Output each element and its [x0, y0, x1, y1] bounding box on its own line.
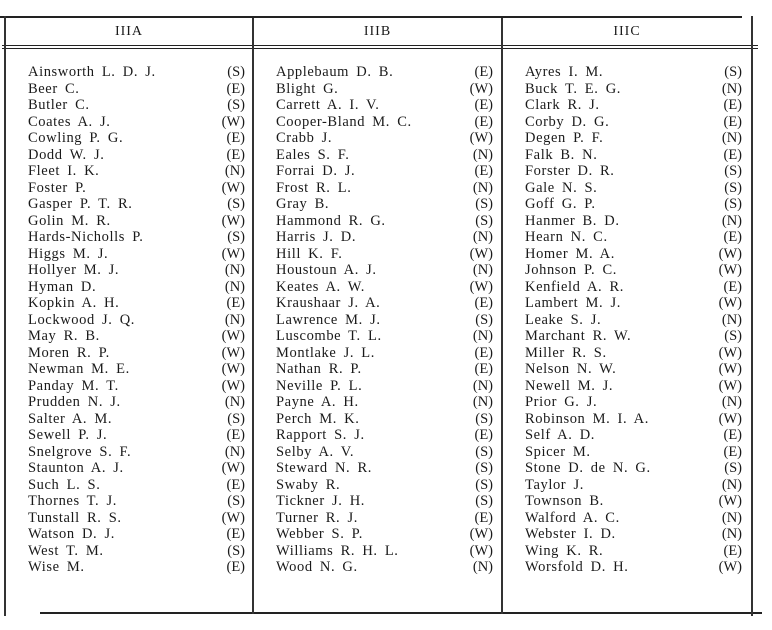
student-name: Kenfield A. R.: [525, 278, 624, 295]
list-item: [525, 543, 742, 560]
list-item: [276, 394, 493, 411]
student-name: Stone D. de N. G.: [525, 460, 651, 476]
list-item: [28, 361, 245, 378]
house-code: (N): [472, 394, 493, 410]
list-item: [276, 378, 493, 395]
house-code: (S): [227, 64, 245, 80]
student-name: Gray B.: [276, 196, 330, 212]
house-code: (E): [723, 427, 742, 443]
list-item: [525, 477, 742, 494]
house-code: (W): [221, 344, 245, 361]
student-name: Cowling P. G.: [28, 130, 124, 146]
list-item: [525, 378, 742, 395]
list-item: [276, 130, 493, 147]
house-code: (S): [724, 460, 742, 476]
house-code: (W): [718, 559, 742, 575]
house-code: (S): [475, 476, 493, 493]
list-item: [525, 411, 742, 428]
list-item: [28, 411, 245, 428]
house-code: (N): [472, 262, 493, 278]
student-name: Nelson N. W.: [525, 361, 617, 377]
column-header-iiib: IIIB: [363, 24, 392, 39]
house-code: (W): [221, 460, 245, 476]
house-code: (E): [226, 80, 245, 97]
list-item: [525, 295, 742, 312]
list-item: [28, 526, 245, 543]
column-iiia-list: [28, 64, 245, 576]
list-item: [276, 147, 493, 164]
student-name: Hearn N. C.: [525, 229, 608, 245]
house-code: (N): [472, 146, 493, 163]
column-divider: [252, 18, 254, 614]
house-code: (S): [724, 196, 742, 212]
bottom-rule: [40, 612, 762, 614]
student-name: West T. M.: [28, 542, 104, 559]
student-name: Selby A. V.: [276, 443, 355, 460]
student-name: Houstoun A. J.: [276, 262, 377, 278]
list-item: [525, 180, 742, 197]
list-item: [28, 81, 245, 98]
list-item: [28, 213, 245, 230]
student-name: Homer M. A.: [525, 245, 615, 262]
student-name: Newman M. E.: [28, 361, 130, 377]
list-item: [525, 444, 742, 461]
list-item: [525, 262, 742, 279]
house-code: (N): [224, 262, 245, 278]
list-item: [525, 361, 742, 378]
list-item: [276, 81, 493, 98]
list-item: [276, 477, 493, 494]
house-code: (W): [221, 328, 245, 344]
student-name: Lawrence M. J.: [276, 311, 381, 328]
house-code: (W): [221, 509, 245, 526]
house-code: (E): [723, 229, 742, 245]
house-code: (N): [224, 311, 245, 328]
house-code: (E): [723, 542, 742, 559]
house-code: (E): [474, 295, 493, 311]
list-item: [276, 345, 493, 362]
house-code: (S): [227, 196, 245, 212]
house-code: (W): [469, 130, 493, 146]
house-code: (E): [226, 146, 245, 163]
top-rule: [0, 16, 742, 18]
student-name: Self A. D.: [525, 427, 595, 443]
list-item: [28, 328, 245, 345]
list-item: [276, 328, 493, 345]
house-code: (N): [721, 212, 742, 229]
list-item: [276, 312, 493, 329]
list-item: [28, 477, 245, 494]
house-code: (S): [475, 493, 493, 509]
house-code: (E): [723, 113, 742, 130]
list-item: [28, 97, 245, 114]
list-item: [525, 229, 742, 246]
student-name: Frost R. L.: [276, 179, 352, 196]
student-name: Corby D. G.: [525, 113, 610, 130]
list-item: [276, 114, 493, 131]
student-name: Lambert M. J.: [525, 295, 621, 311]
list-item: [525, 246, 742, 263]
list-item: [28, 493, 245, 510]
student-name: Applebaum D. B.: [276, 64, 394, 80]
list-item: [276, 510, 493, 527]
student-name: Gale N. S.: [525, 179, 598, 196]
house-code: (N): [224, 394, 245, 410]
house-code: (W): [718, 410, 742, 427]
house-code: (E): [474, 361, 493, 377]
list-item: [276, 427, 493, 444]
list-item: [525, 510, 742, 527]
list-item: [525, 81, 742, 98]
house-code: (W): [718, 344, 742, 361]
house-code: (W): [718, 361, 742, 377]
house-code: (E): [226, 476, 245, 493]
list-item: [28, 394, 245, 411]
list-item: [276, 526, 493, 543]
house-code: (W): [469, 278, 493, 295]
student-name: Taylor J.: [525, 476, 584, 493]
list-item: [28, 147, 245, 164]
list-item: [28, 444, 245, 461]
column-header-iiia: IIIA: [114, 24, 144, 39]
list-item: [276, 97, 493, 114]
house-code: (W): [469, 80, 493, 97]
student-name: Montlake J. L.: [276, 344, 375, 361]
student-name: Tunstall R. S.: [28, 509, 122, 526]
list-item: [28, 180, 245, 197]
house-code: (S): [227, 229, 245, 245]
list-item: [276, 444, 493, 461]
list-item: [28, 246, 245, 263]
list-item: [28, 130, 245, 147]
list-item: [276, 559, 493, 576]
student-name: Marchant R. W.: [525, 328, 632, 344]
student-name: Forrai D. J.: [276, 163, 356, 179]
student-name: Miller R. S.: [525, 344, 607, 361]
house-code: (N): [472, 559, 493, 575]
house-code: (E): [723, 97, 742, 113]
student-name: Beer C.: [28, 80, 80, 97]
student-name: Harris J. D.: [276, 229, 357, 245]
house-code: (W): [718, 262, 742, 278]
column-iiic-list: [525, 64, 742, 576]
house-code: (W): [718, 377, 742, 394]
list-item: [525, 526, 742, 543]
house-code: (N): [721, 80, 742, 97]
student-name: Clark R. J.: [525, 97, 600, 113]
list-item: [28, 460, 245, 477]
student-name: Foster P.: [28, 179, 87, 196]
list-item: [276, 361, 493, 378]
student-name: Kopkin A. H.: [28, 295, 120, 311]
column-divider: [501, 18, 503, 614]
house-code: (N): [721, 394, 742, 410]
student-name: Hammond R. G.: [276, 212, 386, 229]
list-item: [525, 328, 742, 345]
house-code: (S): [475, 443, 493, 460]
student-name: Nathan R. P.: [276, 361, 362, 377]
house-code: (S): [475, 460, 493, 476]
student-name: Forster D. R.: [525, 163, 615, 179]
student-name: Neville P. L.: [276, 377, 363, 394]
house-code: (N): [721, 526, 742, 542]
list-item: [276, 229, 493, 246]
student-name: Salter A. M.: [28, 410, 113, 427]
student-name: Kraushaar J. A.: [276, 295, 381, 311]
house-code: (S): [227, 542, 245, 559]
list-item: [525, 114, 742, 131]
list-item: [28, 378, 245, 395]
house-code: (E): [474, 64, 493, 80]
house-code: (E): [723, 146, 742, 163]
student-name: Goff G. P.: [525, 196, 596, 212]
student-name: Hanmer B. D.: [525, 212, 620, 229]
house-code: (W): [718, 493, 742, 509]
student-name: Wing K. R.: [525, 542, 604, 559]
student-name: Moren R. P.: [28, 344, 110, 361]
house-code: (S): [724, 179, 742, 196]
student-name: Walford A. C.: [525, 509, 620, 526]
student-name: Watson D. J.: [28, 526, 115, 542]
list-item: [525, 427, 742, 444]
student-name: Hill K. F.: [276, 245, 343, 262]
house-code: (E): [226, 295, 245, 311]
student-name: Blight G.: [276, 80, 339, 97]
student-name: Ainsworth L. D. J.: [28, 64, 156, 80]
list-item: [28, 279, 245, 296]
student-name: Buck T. E. G.: [525, 80, 622, 97]
list-item: [28, 196, 245, 213]
house-code: (N): [224, 278, 245, 295]
list-item: [276, 493, 493, 510]
list-item: [28, 262, 245, 279]
list-item: [525, 493, 742, 510]
house-code: (S): [475, 410, 493, 427]
student-name: Johnson P. C.: [525, 262, 617, 278]
student-name: Gasper P. T. R.: [28, 196, 133, 212]
list-item: [28, 114, 245, 131]
student-name: Perch M. K.: [276, 410, 360, 427]
list-item: [28, 345, 245, 362]
student-name: Thornes T. J.: [28, 493, 117, 509]
student-name: Prudden N. J.: [28, 394, 121, 410]
house-code: (E): [474, 113, 493, 130]
list-item: [28, 295, 245, 312]
house-code: (W): [221, 179, 245, 196]
house-code: (N): [721, 311, 742, 328]
house-code: (W): [469, 526, 493, 542]
student-name: Swaby R.: [276, 476, 341, 493]
house-code: (E): [226, 559, 245, 575]
house-code: (E): [474, 163, 493, 179]
student-name: Williams R. H. L.: [276, 542, 399, 559]
list-item: [28, 559, 245, 576]
list-item: [276, 295, 493, 312]
student-name: Hards-Nicholls P.: [28, 229, 144, 245]
house-code: (S): [724, 328, 742, 344]
house-code: (N): [721, 509, 742, 526]
house-code: (N): [721, 130, 742, 146]
list-item: [276, 262, 493, 279]
house-code: (W): [221, 361, 245, 377]
list-item: [525, 213, 742, 230]
list-item: [525, 64, 742, 81]
student-name: Cooper-Bland M. C.: [276, 113, 412, 130]
house-code: (W): [221, 212, 245, 229]
student-name: Hyman D.: [28, 278, 97, 295]
student-name: Coates A. J.: [28, 113, 111, 130]
house-code: (S): [227, 410, 245, 427]
student-name: Wise M.: [28, 559, 85, 575]
student-name: Keates A. W.: [276, 278, 365, 295]
house-code: (N): [721, 476, 742, 493]
house-code: (E): [474, 344, 493, 361]
house-code: (N): [224, 163, 245, 179]
student-name: Steward N. R.: [276, 460, 372, 476]
header-rule-2: [2, 48, 758, 49]
list-item: [276, 64, 493, 81]
list-item: [525, 196, 742, 213]
list-item: [276, 543, 493, 560]
house-code: (S): [227, 97, 245, 113]
student-name: Newell M. J.: [525, 377, 614, 394]
list-item: [28, 427, 245, 444]
house-code: (S): [724, 64, 742, 80]
list-item: [276, 411, 493, 428]
list-item: [525, 559, 742, 576]
list-item: [28, 64, 245, 81]
house-code: (E): [474, 427, 493, 443]
student-name: Rapport S. J.: [276, 427, 365, 443]
student-name: Ayres I. M.: [525, 64, 604, 80]
list-item: [276, 163, 493, 180]
student-name: Turner R. J.: [276, 509, 358, 526]
list-item: [525, 163, 742, 180]
list-item: [525, 279, 742, 296]
list-item: [525, 345, 742, 362]
student-name: Webber S. P.: [276, 526, 363, 542]
house-code: (W): [469, 245, 493, 262]
list-item: [28, 163, 245, 180]
house-code: (E): [723, 443, 742, 460]
house-code: (N): [472, 179, 493, 196]
student-name: Snelgrove S. F.: [28, 443, 132, 460]
student-name: Butler C.: [28, 97, 90, 113]
student-name: Degen P. F.: [525, 130, 604, 146]
student-name: Sewell P. J.: [28, 427, 108, 443]
student-name: Crabb J.: [276, 130, 333, 146]
list-item: [525, 460, 742, 477]
house-code: (S): [475, 196, 493, 212]
student-name: Panday M. T.: [28, 377, 119, 394]
list-item: [28, 229, 245, 246]
column-divider: [4, 16, 6, 616]
column-divider: [751, 16, 753, 616]
student-name: Eales S. F.: [276, 146, 350, 163]
list-item: [276, 279, 493, 296]
house-code: (W): [221, 245, 245, 262]
house-code: (E): [226, 427, 245, 443]
student-name: Robinson M. I. A.: [525, 410, 649, 427]
house-code: (E): [474, 97, 493, 113]
house-code: (S): [227, 493, 245, 509]
student-name: Tickner J. H.: [276, 493, 365, 509]
list-item: [28, 312, 245, 329]
list-item: [276, 180, 493, 197]
student-name: Carrett A. I. V.: [276, 97, 380, 113]
house-code: (W): [221, 113, 245, 130]
list-item: [276, 213, 493, 230]
house-code: (E): [474, 509, 493, 526]
list-item: [276, 460, 493, 477]
house-code: (E): [226, 130, 245, 146]
student-name: Fleet I. K.: [28, 163, 100, 179]
house-code: (W): [221, 377, 245, 394]
list-item: [276, 246, 493, 263]
house-code: (S): [475, 311, 493, 328]
student-name: May R. B.: [28, 328, 100, 344]
column-header-iiic: IIIC: [613, 24, 641, 39]
student-name: Townson B.: [525, 493, 604, 509]
column-iiib-list: [276, 64, 493, 576]
student-name: Prior G. J.: [525, 394, 598, 410]
student-name: Higgs M. J.: [28, 245, 109, 262]
student-name: Leake S. J.: [525, 311, 602, 328]
house-code: (N): [224, 443, 245, 460]
list-item: [28, 543, 245, 560]
student-name: Lockwood J. Q.: [28, 311, 136, 328]
list-item: [276, 196, 493, 213]
house-code: (W): [718, 245, 742, 262]
student-name: Falk B. N.: [525, 146, 598, 163]
list-item: [525, 130, 742, 147]
house-code: (N): [472, 328, 493, 344]
house-code: (E): [723, 278, 742, 295]
student-name: Spicer M.: [525, 443, 591, 460]
header-rule: [2, 45, 758, 46]
list-item: [525, 312, 742, 329]
student-name: Golin M. R.: [28, 212, 111, 229]
list-item: [525, 97, 742, 114]
house-code: (W): [469, 542, 493, 559]
student-name: Hollyer M. J.: [28, 262, 120, 278]
student-name: Dodd W. J.: [28, 146, 105, 163]
list-item: [28, 510, 245, 527]
student-name: Worsfold D. H.: [525, 559, 629, 575]
student-name: Payne A. H.: [276, 394, 359, 410]
house-code: (S): [724, 163, 742, 179]
student-name: Such L. S.: [28, 476, 101, 493]
house-code: (W): [718, 295, 742, 311]
student-name: Staunton A. J.: [28, 460, 124, 476]
house-code: (E): [226, 526, 245, 542]
house-code: (N): [472, 377, 493, 394]
list-item: [525, 147, 742, 164]
list-item: [525, 394, 742, 411]
student-name: Wood N. G.: [276, 559, 358, 575]
house-code: (S): [475, 212, 493, 229]
student-name: Webster I. D.: [525, 526, 616, 542]
student-name: Luscombe T. L.: [276, 328, 382, 344]
house-code: (N): [472, 229, 493, 245]
